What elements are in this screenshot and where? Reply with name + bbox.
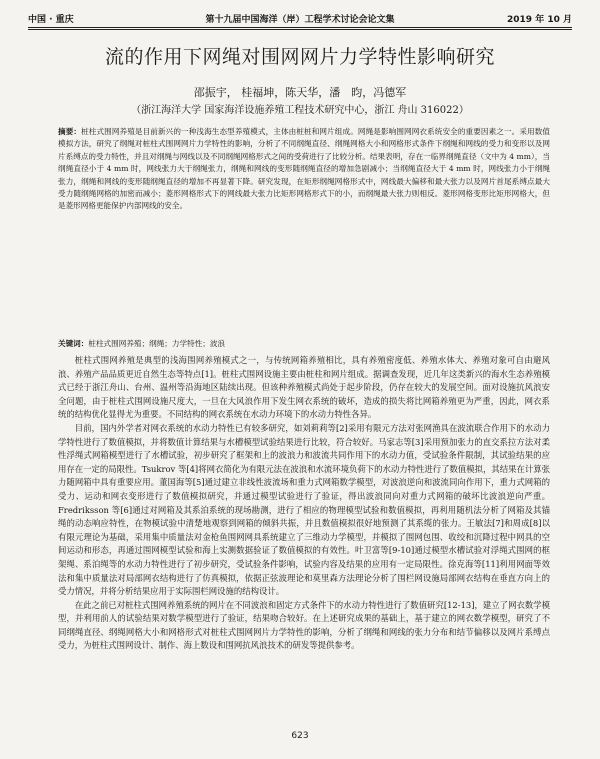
keywords <box>58 338 550 349</box>
paper-title: 流的作用下网绳对围网网片力学特性影响研究 <box>104 46 495 68</box>
affiliation: （浙江海洋大学 国家海洋设施养殖工程技术研究中心，浙江 舟山 316022） <box>131 105 469 116</box>
keywords-text: 桩柱式围网养殖；纲绳；力学特性；波浪 <box>88 339 226 348</box>
page-number: 623 <box>291 731 309 741</box>
paragraph-intro: 桩柱式围网养殖是典型的浅海围网养殖模式之一，与传统网箱养殖相比，具有养殖密度低、养殖水体大、养殖对象可自由避风浪、养殖产品品质更近自然生态等特点[1]。桩柱式围网设施主要由桩柱和网片组成。据调查发现，近几年这类新兴的海水生态养殖模式已经于浙江舟山、台州、温州等沿海地区陆续出现。但该种养殖模式尚处于起步阶段，仍存在较大的发展空间。面对设施抗风浪安全问题，由于桩柱式围网设施尺度大，一旦在大风浪作用下发生网衣系统的破坏，造成的损失将比网箱养殖更为严重，因此，网衣系统的结构优化显得尤为重要。不同结构的网衣系统在水动力环境下的水动力特性各异。 <box>58 355 550 420</box>
running-header <box>28 10 572 26</box>
header-location: 中国 · 重庆 <box>28 14 74 25</box>
author-list: 邵振宇， 桂福坤，陈天华，潘 昀，冯德军 <box>193 86 407 99</box>
abstract-text: 桩柱式围网养殖是目前新兴的一种浅海生态型养殖模式，主体由桩桩和网片组成。网绳是影响围网网衣系统安全的重要因素之一。采用数值模拟方法，研究了纲绳对桩柱式围网网片力学特性的影响，分析了不同纲绳直径、纲绳网格大小和网格形式条件下纲绳和网线的受力和变形以及网片系缚点的受力特性，并且对纲绳与网线以及不同纲绳网格形式之间的受荷进行了比较分析。结果表明，存在一临界纲绳直径（文中为 4 mm），当纲绳直径小于 4 mm 时，网线张力大于纲绳张力，纲绳和网线的变形随纲绳直径的增加急剧减小；当纲绳直径大于 4 mm 时，网线张力小于纲绳张力，纲绳和网线的变形随纲绳直径的增加不再显著下降。研究发现，在矩形纲绳网格形式中，网线最大偏移和最大张力以及网片首尾系缚点最大受力随纲绳网格的加密而减小；菱形网格形式下的网线最大张力比矩形网格形式下的小，而纲绳最大张力则相反。菱形网格变形比矩形网格大，但是菱形网格更能保护内部网线的安全。 <box>58 127 551 211</box>
header-proceedings-title: 第十九届中国海洋（岸）工程学术讨论会论文集 <box>205 14 395 25</box>
header-date: 2019 年 10 月 <box>507 14 572 25</box>
header-rule <box>28 27 572 28</box>
keywords-label: 关键词： <box>58 339 89 348</box>
header-rule-thin <box>28 29 572 30</box>
paragraph-research-aim: 在此之前已对桩柱式围网养殖系统的网片在不同波浪和固定方式条件下的水动力特性进行了数值研究[12-13]，建立了网衣数学模型，并利用前人的试验结果对数学模型进行了验证，结果吻合较好。在上述研究成果的基础上，基于建立的网衣数学模型，研究了不同纲绳直径、纲绳网格大小和网格形式对桩柱式围网网片力学特性的影响，分析了纲绳和网线的张力分布和结节偏移以及网片系缚点受力，为桩柱式围网设计、制作、海上数设和围网抗风浪技术的研发等提供参考。 <box>58 599 550 651</box>
abstract <box>58 126 550 213</box>
body-text <box>58 354 550 653</box>
paragraph-literature-review: 目前，国内外学者对网衣系统的水动力特性已有较多研究，如刘莉莉等[2]采用有限元方法对张网渔具在波流联合作用下的水动力学特性进行了数值模拟，并将数值计算结果与水槽模型试验结果进行比较，符合较好。马家志等[3]采用预加张力的直交系拉方法对柔性浮绳式网箱模型进行了水槽试验，初步研究了框架和上的波浪力和波流共同作用下的水动力值，受试验条件限制，其试验结果的应用存在一定的局限性。Tsukrov 等[4]将网衣简化为有限元法在波浪和水流环境负荷下的水动力特性进行了数值模拟，其结果在计算张力随网箱中具有重要应用。董国海等[5]通过建立非线性波流场和重力式网箱数学模型，对波浪逆向和波流同向作用下，重力式网箱的受力、运动和网衣变形进行了数值模拟研究，并通过模型试验进行了验证，得出波浪同向对重力式网箱的破坏比波浪逆向严重。Fredriksson 等[6]通过对网箱及其系泊系统的现场勘测，进行了相应的物理模型试验和数值模拟，再利用随机法分析了网箱及其锚绳的动态响应特性，在物模试验中清楚地观察到网箱的倾斜共振，并且数值模拟很好地预测了其系缆的张力。王敏法[7]和周成[8]以有限元理论为基础，采用集中质量法对金枪鱼围网网具系统建立了三维动力学模型，并模拟了围网包围、收绞和沉降过程中网具的空间运动和形态，再通过围网模型试验和海上实测数据验证了数值模拟的有效性。叶卫富等[9-10]通过模型水槽试验对浮绳式围网的框架绳、系泊绳等的水动力特性进行了初步研究，受试验条件影响，试验内容及结果的应用有一定局限性。徐克海等[11]利用网面等效法和集中质量法对局部网衣结构进行了仿真模拟，依据正弦波理论和莫里森方法理论分析了围栏网设施局部网衣结构在垂直方向上的受力情况，并将分析结果应用于实际围栏网设施的结构设计。 <box>58 422 550 597</box>
abstract-label: 摘要： <box>58 127 82 136</box>
